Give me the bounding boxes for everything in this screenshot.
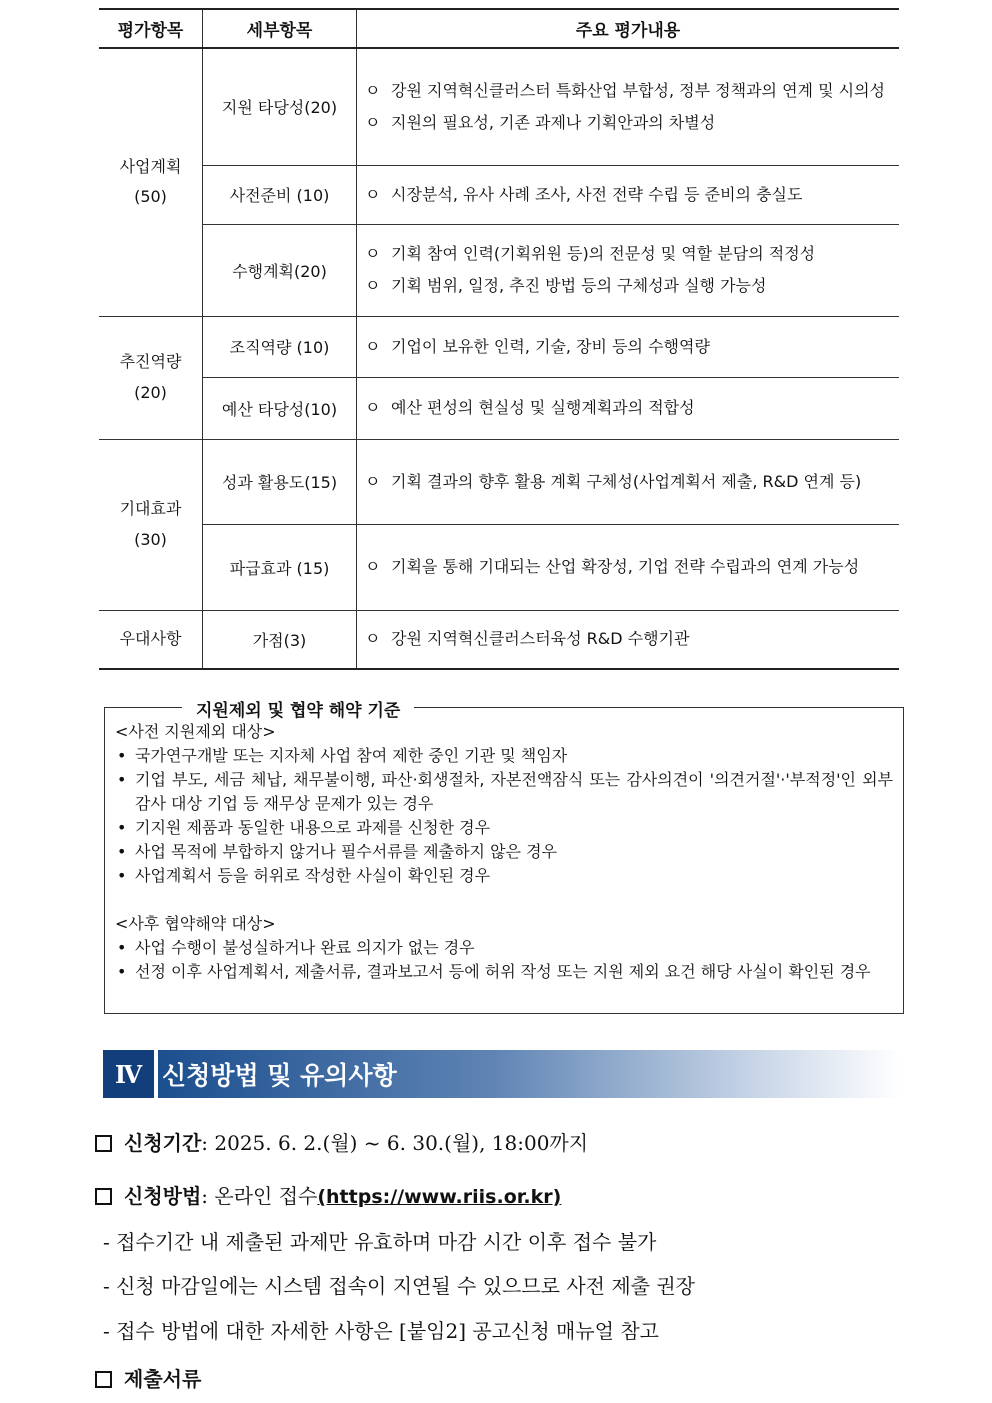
submission-documents bbox=[95, 1363, 201, 1392]
table-row bbox=[99, 439, 899, 524]
spacer bbox=[115, 888, 893, 912]
sub-item-label: 파급효과 (15) bbox=[203, 524, 357, 610]
sub-item-label: 지원 타당성(20) bbox=[203, 48, 357, 165]
category-cell bbox=[99, 439, 203, 610]
checkbox-square-icon bbox=[95, 1371, 112, 1388]
content-bullet: ㅇ 기업이 보유한 인력, 기술, 장비 등의 수행역량 bbox=[365, 336, 710, 356]
content-cell bbox=[357, 316, 900, 377]
content-cell bbox=[357, 439, 900, 524]
exclusion-criteria-box bbox=[104, 707, 904, 1014]
category-score: (30) bbox=[134, 529, 167, 549]
list-item: • 기지원 제품과 동일한 내용으로 과제를 신청한 경우 bbox=[117, 818, 491, 837]
content-bullet: ㅇ 강원 지역혁신클러스터 특화산업 부합성, 정부 정책과의 연계 및 시의성 bbox=[365, 80, 885, 100]
table-row bbox=[99, 165, 899, 224]
list-item: • 사업 목적에 부합하지 않거나 필수서류를 제출하지 않은 경우 bbox=[117, 842, 558, 861]
content-cell bbox=[357, 224, 900, 316]
period-value: : 2025. 6. 2.(월) ~ 6. 30.(월), 18:00까지 bbox=[201, 1131, 589, 1155]
post-termination-heading: <사후 협약해약 대상> bbox=[115, 914, 276, 933]
pre-exclusion-heading: <사전 지원제외 대상> bbox=[115, 722, 276, 741]
content-cell bbox=[357, 48, 900, 165]
content-cell bbox=[357, 610, 900, 669]
table-row bbox=[99, 316, 899, 377]
category-name: 사업계획 bbox=[119, 156, 182, 176]
note-item: - 접수기간 내 제출된 과제만 유효하며 마감 시간 이후 접수 불가 bbox=[103, 1230, 657, 1254]
section-title-text: 신청방법 및 유의사항 bbox=[162, 1061, 397, 1090]
method-label: 신청방법 bbox=[124, 1184, 202, 1208]
content-cell bbox=[357, 524, 900, 610]
category-name: 기대효과 bbox=[119, 499, 182, 519]
content-bullet: ㅇ 기획 범위, 일정, 추진 방법 등의 구체성과 실행 가능성 bbox=[365, 276, 767, 295]
note-item: - 신청 마감일에는 시스템 접속이 지연될 수 있으므로 사전 제출 권장 bbox=[103, 1274, 695, 1298]
sub-item-label: 조직역량 (10) bbox=[203, 316, 357, 377]
note-item: - 접수 방법에 대한 자세한 사항은 [붙임2] 공고신청 매뉴얼 참고 bbox=[103, 1319, 659, 1343]
content-bullet: ㅇ 기획 결과의 향후 활용 계획 구체성(사업계획서 제출, R&D 연계 등) bbox=[365, 471, 862, 491]
content-bullet: ㅇ 지원의 필요성, 기존 과제나 기획안과의 차별성 bbox=[365, 112, 716, 132]
table-header-row bbox=[99, 9, 899, 48]
sub-item-label: 수행계획(20) bbox=[203, 224, 357, 316]
list-item: • 기업 부도, 세금 체납, 채무불이행, 파산·회생절차, 자본전액잠식 또는 감사의견이 '의견거절'·'부적정'인 외부감사 대상 기업 등 재무상 문제가 있는 경우 bbox=[117, 770, 893, 813]
application-method bbox=[95, 1180, 561, 1209]
header-sub-item: 세부항목 bbox=[203, 9, 357, 48]
sub-item-label: 예산 타당성(10) bbox=[203, 377, 357, 439]
period-label: 신청기간 bbox=[124, 1131, 202, 1155]
content-bullet: ㅇ 예산 편성의 현실성 및 실행계획과의 적합성 bbox=[365, 398, 695, 417]
evaluation-table bbox=[99, 8, 899, 670]
application-period bbox=[95, 1127, 588, 1156]
category-name: 우대사항 bbox=[119, 629, 182, 649]
header-category: 평가항목 bbox=[99, 9, 203, 48]
section-number: Ⅳ bbox=[103, 1050, 154, 1098]
exclusion-box-title: 지원제외 및 협약 해약 기준 bbox=[182, 696, 414, 721]
docs-label: 제출서류 bbox=[124, 1367, 202, 1391]
checkbox-square-icon bbox=[95, 1188, 112, 1205]
table-row bbox=[99, 524, 899, 610]
sub-item-label: 사전준비 (10) bbox=[203, 165, 357, 224]
content-cell bbox=[357, 165, 900, 224]
sub-item-label: 성과 활용도(15) bbox=[203, 439, 357, 524]
table-row bbox=[99, 48, 899, 165]
category-cell bbox=[99, 48, 203, 316]
category-score: (20) bbox=[134, 382, 167, 402]
category-name: 추진역량 bbox=[119, 352, 182, 372]
content-bullet: ㅇ 시장분석, 유사 사례 조사, 사전 전략 수립 등 준비의 충실도 bbox=[365, 184, 803, 204]
list-item: • 사업 수행이 불성실하거나 완료 의지가 없는 경우 bbox=[117, 938, 475, 957]
content-cell bbox=[357, 377, 900, 439]
content-bullet: ㅇ 기획을 통해 기대되는 산업 확장성, 기업 전략 수립과의 연계 가능성 bbox=[365, 557, 860, 576]
list-item: • 선정 이후 사업계획서, 제출서류, 결과보고서 등에 허위 작성 또는 지원 제외 요건 해당 사실이 확인된 경우 bbox=[117, 962, 871, 981]
content-bullet: ㅇ 기획 참여 인력(기획위원 등)의 전문성 및 역할 분담의 적정성 bbox=[365, 244, 816, 263]
table-row bbox=[99, 377, 899, 439]
table-row bbox=[99, 610, 899, 669]
list-item: • 사업계획서 등을 허위로 작성한 사실이 확인된 경우 bbox=[117, 866, 491, 885]
header-content: 주요 평가내용 bbox=[357, 9, 900, 48]
category-cell bbox=[99, 610, 203, 669]
section-title bbox=[158, 1050, 900, 1098]
table-row bbox=[99, 224, 899, 316]
content-bullet: ㅇ 강원 지역혁신클러스터육성 R&D 수행기관 bbox=[365, 629, 690, 649]
category-score: (50) bbox=[134, 187, 167, 207]
category-cell bbox=[99, 316, 203, 439]
method-value: : 온라인 접수 bbox=[201, 1184, 318, 1208]
checkbox-square-icon bbox=[95, 1135, 112, 1152]
list-item: • 국가연구개발 또는 지자체 사업 참여 제한 중인 기관 및 책임자 bbox=[117, 746, 568, 765]
application-url-link[interactable]: (https://www.riis.or.kr) bbox=[317, 1186, 562, 1208]
sub-item-label: 가점(3) bbox=[203, 610, 357, 669]
